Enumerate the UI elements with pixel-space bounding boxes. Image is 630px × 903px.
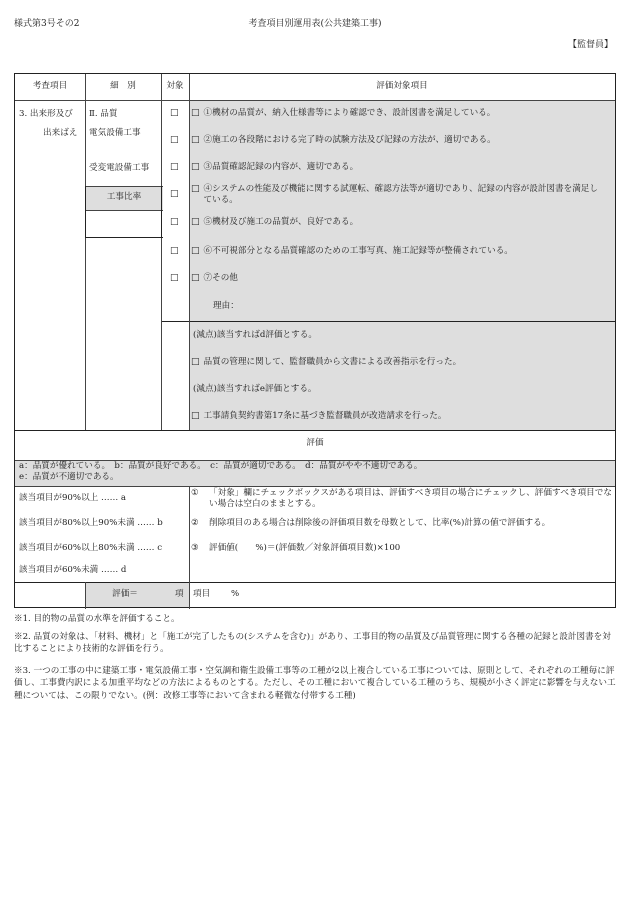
- note-text: 評価値( %)＝(評価数／対象評価項目数)×100: [209, 543, 401, 553]
- role-label: 【監督員】: [567, 40, 613, 50]
- note-number: ①: [191, 488, 199, 498]
- grades-legend-line: e：品質が不適切である。: [19, 472, 119, 483]
- eval-item-checkbox[interactable]: □: [191, 162, 200, 172]
- eval-result-label: 評価＝: [112, 589, 138, 599]
- eval-item-text: ③品質確認記録の内容が、適切である。: [203, 162, 359, 172]
- percent-label: %: [231, 589, 240, 599]
- footnote-1: ※1. 目的物の品質の水準を評価すること。: [14, 614, 180, 624]
- grades-legend: [19, 461, 422, 483]
- eval-item-checkbox[interactable]: □: [191, 217, 200, 227]
- note-number: ③: [191, 543, 199, 553]
- target-checkbox-6[interactable]: □: [170, 246, 179, 256]
- note-2: [191, 518, 613, 529]
- deduction-d-rule: (減点)該当すればd評価とする。: [193, 330, 317, 340]
- evaluation-sheet: [14, 73, 616, 608]
- level-b: 該当項目が80%以上90%未満 …… b: [19, 518, 163, 528]
- eval-item-6: [191, 246, 599, 257]
- eval-item-3: [191, 162, 599, 173]
- ratio-input[interactable]: [85, 211, 163, 237]
- eval-item-5: [191, 217, 599, 228]
- col-header-target: 対象: [166, 81, 184, 92]
- deduction-e-rule: (減点)該当すればe評価とする。: [193, 384, 317, 394]
- eval-item-7: [191, 273, 599, 284]
- note-number: ②: [191, 518, 199, 528]
- level-a: 該当項目が90%以上 …… a: [19, 493, 127, 503]
- deduction-text: 品質の管理に関して、監督職員から文書による改善指示を行った。: [203, 357, 462, 367]
- grades-legend-line: a：品質が優れている。 b：品質が良好である。 c：品質が適切である。 d：品質がやや不適切である。: [19, 461, 423, 471]
- target-checkbox-3[interactable]: □: [170, 162, 179, 172]
- evaluation-header: 評価: [306, 438, 324, 448]
- target-checkbox-7[interactable]: □: [170, 273, 179, 283]
- note-3: [191, 543, 613, 554]
- deduction-checkbox[interactable]: □: [191, 357, 200, 367]
- deduction-checkbox[interactable]: □: [191, 411, 200, 421]
- eval-item-4: [191, 184, 599, 206]
- eval-item-checkbox[interactable]: □: [191, 184, 200, 194]
- reason-label: 理由：: [213, 301, 239, 311]
- col-header-eval-items: 評価対象項目: [376, 81, 428, 92]
- note-text: 「対象」欄にチェックボックスがある項目は、評価すべき項目の場合にチェックし、評価すべき項目でない場合は空白のままとする。: [209, 488, 612, 510]
- subcategory-equipment: 受変電設備工事: [89, 163, 150, 173]
- footnote-3: ※3. 一つの工事の中に建築工事・電気設備工事・空気調和衛生設備工事等の工種が2以上複合している工事については、原則として、それぞれの工種毎に評価し、工事費内訳による加重平均などの方法によるものとする。ただし、その工種において複合している工種のうち、規模が小さく評定に影響を与えない工種については、この限りでない。(例：改修工事等において含まれる軽微な付帯する工種): [14, 666, 616, 701]
- item-count-unit: 項: [175, 589, 184, 599]
- col-header-detail: 細 別: [110, 81, 136, 92]
- eval-item-2: [191, 135, 599, 146]
- subcategory-label-cont: 電気設備工事: [89, 128, 141, 138]
- note-1: [191, 488, 613, 510]
- ratio-label: 工事比率: [106, 192, 142, 202]
- eval-item-text: ⑥不可視部分となる品質確認のための工事写真、施工記録等が整備されている。: [203, 246, 513, 256]
- eval-item-checkbox[interactable]: □: [191, 135, 200, 145]
- subcategory-label: Ⅱ. 品質: [89, 109, 118, 119]
- target-checkbox-5[interactable]: □: [170, 217, 179, 227]
- level-d: 該当項目が60%未満 …… d: [19, 565, 127, 575]
- deduction-text: 工事請負契約書第17条に基づき監督職員が改造請求を行った。: [203, 411, 447, 421]
- eval-item-text: ②施工の各段階における完了時の試験方法及び記録の方法が、適切である。: [203, 135, 496, 145]
- eval-item-text: ④システムの性能及び機能に関する試運転、確認方法等が適切であり、記録の内容が設計図書を満足している。: [203, 184, 598, 206]
- eval-item-checkbox[interactable]: □: [191, 108, 200, 118]
- target-checkbox-4[interactable]: □: [170, 189, 179, 199]
- deduction-e-item: [191, 411, 599, 422]
- note-text: 削除項目のある場合は削除後の評価項目数を母数として、比率(%)計算の値で評価する。: [209, 518, 551, 528]
- eval-item-1: [191, 108, 599, 119]
- eval-item-text: ⑤機材及び施工の品質が、良好である。: [203, 217, 359, 227]
- eval-item-text: ①機材の品質が、納入仕様書等により確認でき、設計図書を満足している。: [203, 108, 496, 118]
- footnote-2: ※2. 品質の対象は、「材料、機材」と「施工が完了したもの(システムを含む)」があり、工事目的物の品質及び品質管理に関する各種の記録と設計図書を対比することにより技術的な評価を行う。: [14, 632, 611, 655]
- category-label: 3. 出来形及び: [19, 109, 73, 119]
- eval-item-checkbox[interactable]: □: [191, 246, 200, 256]
- level-c: 該当項目が60%以上80%未満 …… c: [19, 543, 163, 553]
- eval-item-checkbox[interactable]: □: [191, 273, 200, 283]
- category-label-cont: 出来ばえ: [43, 128, 78, 138]
- form-number: 様式第3号その2: [14, 19, 80, 29]
- page-title: 考査項目別運用表(公共建築工事): [248, 19, 382, 29]
- deduction-d-item: [191, 357, 599, 368]
- items-area-shading: [189, 100, 615, 322]
- col-header-item: 考査項目: [32, 81, 68, 92]
- target-checkbox-1[interactable]: □: [170, 108, 179, 118]
- target-checkbox-2[interactable]: □: [170, 135, 179, 145]
- eval-item-text: ⑦その他: [203, 273, 238, 283]
- item-label: 項目: [193, 589, 211, 599]
